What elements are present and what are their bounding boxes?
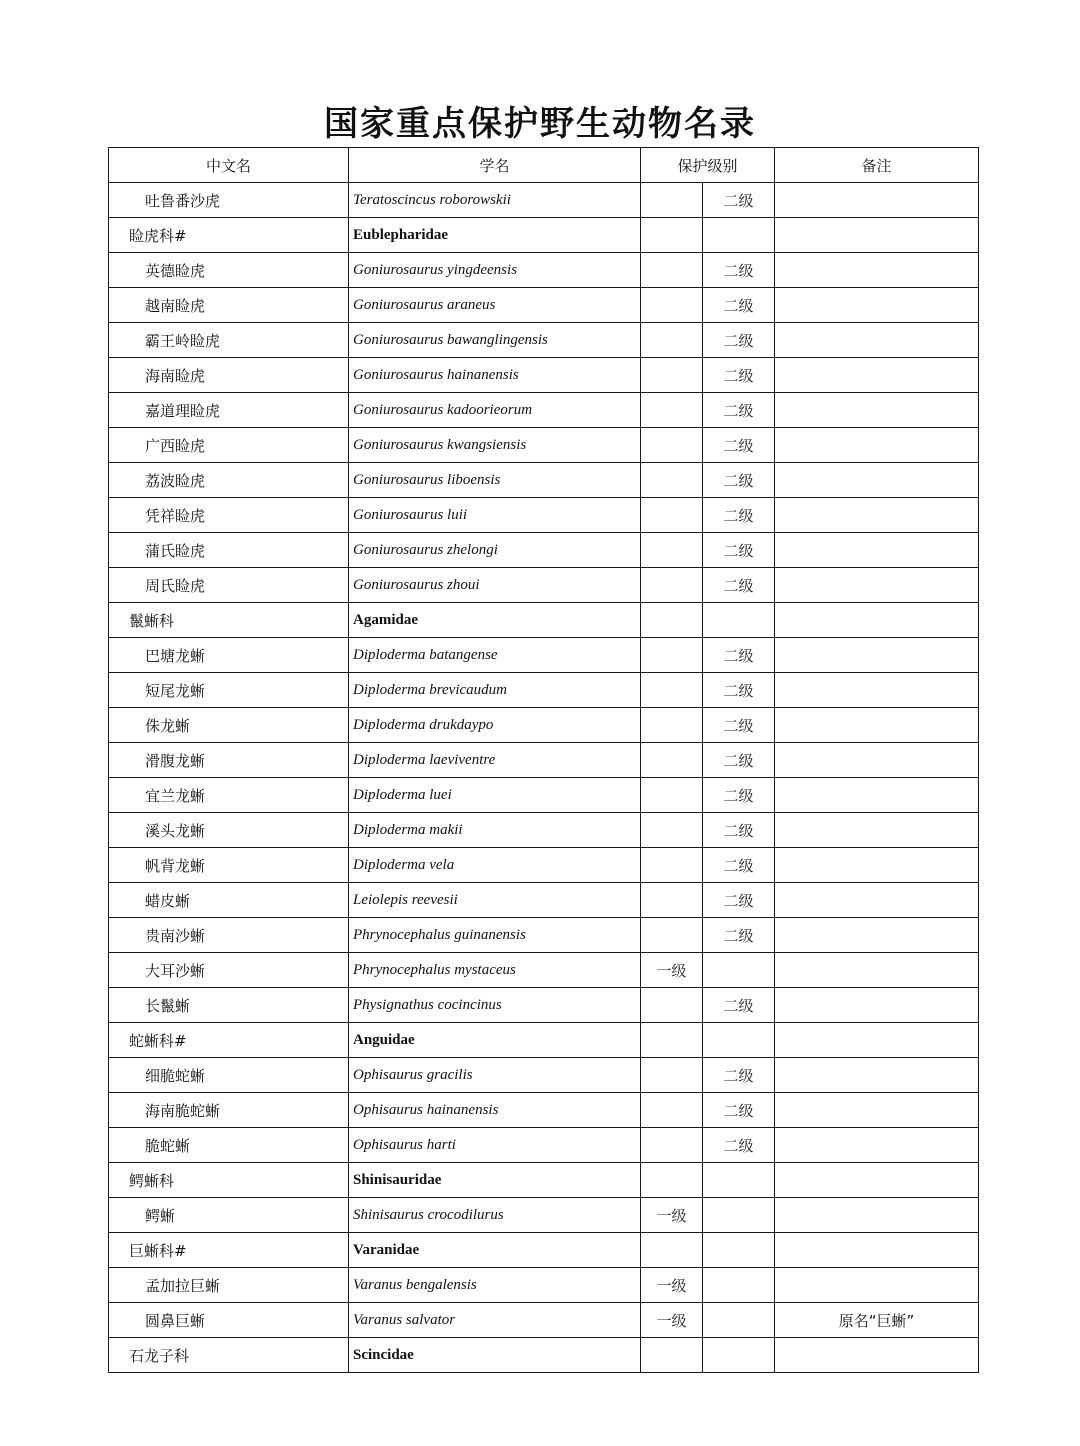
chinese-name-cell: 圆鼻巨蜥 [109, 1303, 349, 1338]
level-two-cell: 二级 [703, 463, 775, 498]
scientific-name-cell: Varanidae [349, 1233, 641, 1268]
level-two-cell: 二级 [703, 253, 775, 288]
header-chinese-name: 中文名 [109, 148, 349, 183]
table-row [109, 1198, 979, 1233]
family-row [109, 1233, 979, 1268]
level-one-cell [641, 1093, 703, 1128]
chinese-name-cell: 蛇蜥科# [109, 1023, 349, 1058]
level-two-cell: 二级 [703, 1093, 775, 1128]
level-two-cell: 二级 [703, 393, 775, 428]
level-one-cell [641, 1338, 703, 1373]
header-scientific-name: 学名 [349, 148, 641, 183]
note-cell [775, 288, 979, 323]
scientific-name-cell: Goniurosaurus luii [349, 498, 641, 533]
level-two-cell: 二级 [703, 1128, 775, 1163]
level-two-cell: 二级 [703, 638, 775, 673]
note-cell [775, 813, 979, 848]
level-two-cell: 二级 [703, 673, 775, 708]
level-two-cell: 二级 [703, 743, 775, 778]
scientific-name-cell: Diploderma batangense [349, 638, 641, 673]
note-cell [775, 358, 979, 393]
chinese-name-cell: 贵南沙蜥 [109, 918, 349, 953]
chinese-name-cell: 长鬣蜥 [109, 988, 349, 1023]
table-row [109, 498, 979, 533]
note-cell [775, 743, 979, 778]
family-row [109, 1163, 979, 1198]
scientific-name-cell: Goniurosaurus zhelongi [349, 533, 641, 568]
table-row [109, 428, 979, 463]
chinese-name-cell: 侏龙蜥 [109, 708, 349, 743]
level-one-cell [641, 638, 703, 673]
scientific-name-cell: Ophisaurus gracilis [349, 1058, 641, 1093]
level-one-cell [641, 393, 703, 428]
level-two-cell: 二级 [703, 358, 775, 393]
table-row [109, 638, 979, 673]
level-two-cell [703, 1303, 775, 1338]
level-two-cell: 二级 [703, 533, 775, 568]
note-cell: 原名“巨蜥” [775, 1303, 979, 1338]
chinese-name-cell: 荔波睑虎 [109, 463, 349, 498]
level-one-cell [641, 743, 703, 778]
scientific-name-cell: Teratoscincus roborowskii [349, 183, 641, 218]
scientific-name-cell: Ophisaurus hainanensis [349, 1093, 641, 1128]
scientific-name-cell: Diploderma brevicaudum [349, 673, 641, 708]
note-cell [775, 1093, 979, 1128]
chinese-name-cell: 孟加拉巨蜥 [109, 1268, 349, 1303]
scientific-name-cell: Diploderma luei [349, 778, 641, 813]
note-cell [775, 568, 979, 603]
table-body [109, 183, 979, 1373]
table-row [109, 953, 979, 988]
level-one-cell [641, 568, 703, 603]
scientific-name-cell: Goniurosaurus kwangsiensis [349, 428, 641, 463]
note-cell [775, 848, 979, 883]
level-one-cell [641, 218, 703, 253]
family-row [109, 1338, 979, 1373]
level-two-cell: 二级 [703, 1058, 775, 1093]
scientific-name-cell: Goniurosaurus zhoui [349, 568, 641, 603]
chinese-name-cell: 脆蛇蜥 [109, 1128, 349, 1163]
note-cell [775, 253, 979, 288]
scientific-name-cell: Varanus bengalensis [349, 1268, 641, 1303]
note-cell [775, 883, 979, 918]
level-one-cell [641, 533, 703, 568]
chinese-name-cell: 蒲氏睑虎 [109, 533, 349, 568]
scientific-name-cell: Varanus salvator [349, 1303, 641, 1338]
chinese-name-cell: 周氏睑虎 [109, 568, 349, 603]
note-cell [775, 1163, 979, 1198]
level-two-cell: 二级 [703, 498, 775, 533]
chinese-name-cell: 吐鲁番沙虎 [109, 183, 349, 218]
level-one-cell [641, 183, 703, 218]
level-one-cell [641, 1233, 703, 1268]
note-cell [775, 428, 979, 463]
level-two-cell: 二级 [703, 918, 775, 953]
level-one-cell [641, 813, 703, 848]
level-one-cell [641, 428, 703, 463]
table-row [109, 708, 979, 743]
note-cell [775, 498, 979, 533]
scientific-name-cell: Ophisaurus harti [349, 1128, 641, 1163]
note-cell [775, 218, 979, 253]
scientific-name-cell: Shinisauridae [349, 1163, 641, 1198]
chinese-name-cell: 英德睑虎 [109, 253, 349, 288]
level-one-cell [641, 988, 703, 1023]
note-cell [775, 918, 979, 953]
table-row [109, 988, 979, 1023]
table-row [109, 533, 979, 568]
scientific-name-cell: Scincidae [349, 1338, 641, 1373]
level-one-cell [641, 778, 703, 813]
note-cell [775, 533, 979, 568]
level-one-cell [641, 603, 703, 638]
chinese-name-cell: 巨蜥科# [109, 1233, 349, 1268]
note-cell [775, 708, 979, 743]
scientific-name-cell: Goniurosaurus bawanglingensis [349, 323, 641, 358]
chinese-name-cell: 海南脆蛇蜥 [109, 1093, 349, 1128]
level-two-cell [703, 953, 775, 988]
level-two-cell [703, 1268, 775, 1303]
table-row [109, 883, 979, 918]
table-row [109, 463, 979, 498]
table-row [109, 288, 979, 323]
level-one-cell [641, 1163, 703, 1198]
chinese-name-cell: 滑腹龙蜥 [109, 743, 349, 778]
note-cell [775, 778, 979, 813]
chinese-name-cell: 宜兰龙蜥 [109, 778, 349, 813]
chinese-name-cell: 短尾龙蜥 [109, 673, 349, 708]
level-one-cell [641, 1128, 703, 1163]
level-two-cell: 二级 [703, 778, 775, 813]
level-two-cell: 二级 [703, 323, 775, 358]
level-one-cell [641, 1023, 703, 1058]
level-two-cell [703, 1023, 775, 1058]
table-header-row [109, 148, 979, 183]
level-one-cell [641, 463, 703, 498]
scientific-name-cell: Phrynocephalus mystaceus [349, 953, 641, 988]
table-row [109, 1268, 979, 1303]
species-table [108, 147, 979, 1373]
note-cell [775, 1233, 979, 1268]
scientific-name-cell: Phrynocephalus guinanensis [349, 918, 641, 953]
table-row [109, 183, 979, 218]
level-two-cell: 二级 [703, 183, 775, 218]
level-one-cell [641, 323, 703, 358]
note-cell [775, 953, 979, 988]
chinese-name-cell: 帆背龙蜥 [109, 848, 349, 883]
table-row [109, 743, 979, 778]
note-cell [775, 463, 979, 498]
level-one-cell [641, 708, 703, 743]
chinese-name-cell: 大耳沙蜥 [109, 953, 349, 988]
level-one-cell: 一级 [641, 1198, 703, 1233]
level-two-cell: 二级 [703, 428, 775, 463]
table-row [109, 358, 979, 393]
table-row [109, 1058, 979, 1093]
scientific-name-cell: Anguidae [349, 1023, 641, 1058]
level-one-cell [641, 1058, 703, 1093]
note-cell [775, 1198, 979, 1233]
table-row [109, 1303, 979, 1338]
scientific-name-cell: Diploderma vela [349, 848, 641, 883]
scientific-name-cell: Leiolepis reevesii [349, 883, 641, 918]
table-row [109, 778, 979, 813]
scientific-name-cell: Diploderma drukdaypo [349, 708, 641, 743]
table-row [109, 673, 979, 708]
page-title: 国家重点保护野生动物名录 [324, 104, 756, 144]
level-two-cell: 二级 [703, 568, 775, 603]
level-two-cell: 二级 [703, 883, 775, 918]
table-row [109, 918, 979, 953]
note-cell [775, 638, 979, 673]
table-row [109, 848, 979, 883]
level-two-cell: 二级 [703, 988, 775, 1023]
chinese-name-cell: 鬣蜥科 [109, 603, 349, 638]
chinese-name-cell: 海南睑虎 [109, 358, 349, 393]
family-row [109, 218, 979, 253]
chinese-name-cell: 鳄蜥 [109, 1198, 349, 1233]
level-two-cell: 二级 [703, 813, 775, 848]
level-two-cell [703, 218, 775, 253]
level-one-cell [641, 848, 703, 883]
level-two-cell [703, 1198, 775, 1233]
level-two-cell: 二级 [703, 288, 775, 323]
chinese-name-cell: 越南睑虎 [109, 288, 349, 323]
scientific-name-cell: Goniurosaurus araneus [349, 288, 641, 323]
level-two-cell: 二级 [703, 848, 775, 883]
note-cell [775, 1023, 979, 1058]
table-row [109, 1128, 979, 1163]
header-protection-level: 保护级别 [641, 148, 775, 183]
scientific-name-cell: Goniurosaurus yingdeensis [349, 253, 641, 288]
chinese-name-cell: 溪头龙蜥 [109, 813, 349, 848]
table-row [109, 813, 979, 848]
chinese-name-cell: 嘉道理睑虎 [109, 393, 349, 428]
note-cell [775, 1128, 979, 1163]
table-row [109, 393, 979, 428]
level-two-cell: 二级 [703, 708, 775, 743]
note-cell [775, 393, 979, 428]
level-one-cell [641, 288, 703, 323]
note-cell [775, 603, 979, 638]
level-two-cell [703, 603, 775, 638]
note-cell [775, 1268, 979, 1303]
header-notes: 备注 [775, 148, 979, 183]
scientific-name-cell: Goniurosaurus liboensis [349, 463, 641, 498]
note-cell [775, 1338, 979, 1373]
level-one-cell: 一级 [641, 1268, 703, 1303]
table-row [109, 253, 979, 288]
chinese-name-cell: 鳄蜥科 [109, 1163, 349, 1198]
level-one-cell: 一级 [641, 1303, 703, 1338]
chinese-name-cell: 睑虎科# [109, 218, 349, 253]
note-cell [775, 323, 979, 358]
chinese-name-cell: 石龙子科 [109, 1338, 349, 1373]
scientific-name-cell: Goniurosaurus kadoorieorum [349, 393, 641, 428]
scientific-name-cell: Eublepharidae [349, 218, 641, 253]
level-one-cell [641, 253, 703, 288]
table-row [109, 323, 979, 358]
scientific-name-cell: Diploderma laeviventre [349, 743, 641, 778]
note-cell [775, 988, 979, 1023]
chinese-name-cell: 细脆蛇蜥 [109, 1058, 349, 1093]
level-two-cell [703, 1163, 775, 1198]
level-one-cell [641, 498, 703, 533]
level-one-cell [641, 673, 703, 708]
note-cell [775, 183, 979, 218]
chinese-name-cell: 广西睑虎 [109, 428, 349, 463]
level-one-cell: 一级 [641, 953, 703, 988]
family-row [109, 603, 979, 638]
scientific-name-cell: Diploderma makii [349, 813, 641, 848]
table-row [109, 568, 979, 603]
scientific-name-cell: Physignathus cocincinus [349, 988, 641, 1023]
family-row [109, 1023, 979, 1058]
table-row [109, 1093, 979, 1128]
scientific-name-cell: Goniurosaurus hainanensis [349, 358, 641, 393]
level-two-cell [703, 1233, 775, 1268]
chinese-name-cell: 巴塘龙蜥 [109, 638, 349, 673]
level-two-cell [703, 1338, 775, 1373]
level-one-cell [641, 358, 703, 393]
note-cell [775, 673, 979, 708]
note-cell [775, 1058, 979, 1093]
scientific-name-cell: Shinisaurus crocodilurus [349, 1198, 641, 1233]
level-one-cell [641, 883, 703, 918]
chinese-name-cell: 霸王岭睑虎 [109, 323, 349, 358]
chinese-name-cell: 凭祥睑虎 [109, 498, 349, 533]
scientific-name-cell: Agamidae [349, 603, 641, 638]
level-one-cell [641, 918, 703, 953]
chinese-name-cell: 蜡皮蜥 [109, 883, 349, 918]
